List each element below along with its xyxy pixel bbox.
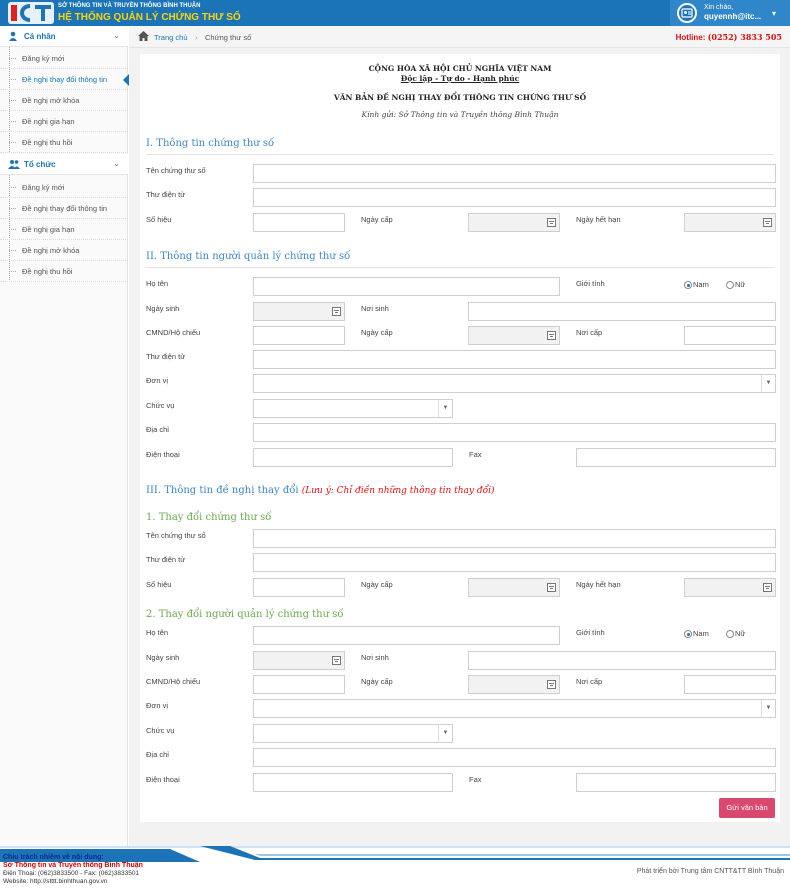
cert-name-label: Tên chứng thư số [146,166,206,175]
cert-email-input[interactable] [253,188,776,207]
new-cert-expiry-date-input[interactable] [684,578,776,597]
sidebar-item-org-change-info[interactable] [0,198,128,219]
user-name: quyennh@itc... [704,12,762,21]
chevron-down-icon: ▼ [438,725,452,742]
position-label: Chức vụ [146,401,175,410]
new-id-issue-place-input[interactable] [684,675,776,694]
calendar-icon[interactable] [547,583,556,592]
home-icon[interactable] [138,31,149,43]
sidebar-item-personal-renew[interactable] [0,111,128,132]
sidebar-item-personal-unlock[interactable] [0,90,128,111]
calendar-icon[interactable] [547,331,556,340]
new-birthplace-label: Nơi sinh [361,653,389,662]
sidebar-item-label: Đề nghị thay đổi thông tin [22,204,108,213]
sidebar-item-personal-change-info[interactable] [0,69,128,90]
national-motto: Độc lập - Tự do - Hạnh phúc [400,74,520,83]
new-address-input[interactable] [253,748,776,767]
new-cert-issue-date-label: Ngày cấp [361,580,393,589]
ict-logo[interactable] [8,2,54,24]
sidebar-item-label: Đề nghị gia hạn [22,225,75,234]
subsection-cert-change-title: 1. Thay đổi chứng thư số [146,512,272,523]
footer [0,846,790,896]
new-id-issue-date-input[interactable] [468,675,560,694]
gender-male-radio[interactable] [684,281,692,289]
chevron-down-icon[interactable]: ▾ [771,9,776,18]
hotline [676,32,782,42]
new-id-number-input[interactable] [253,675,345,694]
new-position-label: Chức vụ [146,726,175,735]
new-cert-issue-date-input[interactable] [468,578,560,597]
unit-select[interactable] [253,374,776,393]
manager-name-input[interactable] [253,277,560,296]
chevron-down-icon: ▼ [761,700,775,717]
manager-email-input[interactable] [253,350,776,369]
id-issue-place-label: Nơi cấp [576,328,603,337]
new-position-select[interactable] [253,724,453,743]
dob-label: Ngày sinh [146,304,180,313]
position-select[interactable] [253,399,453,418]
address-label: Địa chỉ [146,425,169,434]
sidebar-item-personal-revoke[interactable] [0,132,128,153]
cert-name-input[interactable] [253,164,776,183]
footer-contact: Điện Thoại: (062)3833500 - Fax: (062)3833501 [3,870,140,877]
breadcrumb [129,26,790,48]
section-change-request-title [146,485,495,496]
address-input[interactable] [253,423,776,442]
new-manager-name-input[interactable] [253,626,560,645]
subsection-manager-change-title: 2. Thay đổi người quản lý chứng thư số [146,609,344,620]
sidebar-item-label: Đăng ký mới [22,183,65,192]
sidebar-item-label: Đề nghị mở khóa [22,96,80,105]
sidebar-item-label: Đề nghị thu hồi [22,138,73,147]
new-cert-email-label: Thư điện tử [146,555,186,564]
sidebar-item-label: Đề nghị thu hồi [22,267,73,276]
footer-responsible: Chịu trách nhiệm về nội dung: [3,854,104,861]
users-icon [8,159,20,171]
cert-expiry-date-input[interactable] [684,213,776,232]
footer-developer: Phát triển bởi Trung tâm CNTT&TT Bình Thuận [636,868,784,875]
fax-input[interactable] [576,448,776,467]
new-gender-label: Giới tính [576,628,605,637]
breadcrumb-home-link[interactable]: Trang chủ [154,33,188,42]
chevron-down-icon: ▼ [761,375,775,392]
new-id-issue-place-label: Nơi cấp [576,677,603,686]
sidebar [0,26,128,846]
sidebar-item-label: Đăng ký mới [22,54,65,63]
fax-label: Fax [469,450,482,459]
new-id-number-label: CMND/Hộ chiếu [146,677,201,686]
new-cert-email-input[interactable] [253,553,776,572]
new-gender-female-radio[interactable] [726,630,734,638]
sidebar-item-label: Đề nghị gia hạn [22,117,75,126]
new-gender-female-label: Nữ [735,629,746,638]
gender-female-label: Nữ [735,280,746,289]
user-avatar-icon [677,3,697,23]
new-id-issue-date-label: Ngày cấp [361,677,393,686]
recipient-line: Kính gửi: Sở Thông tin và Truyền thông Bình Thuận [361,110,559,119]
sidebar-item-label: Đề nghị thay đổi thông tin [22,75,108,84]
sidebar-group-personal[interactable] [0,26,128,47]
new-gender-male-radio[interactable] [684,630,692,638]
submit-button[interactable]: Gửi văn bản [719,798,775,818]
new-fax-label: Fax [469,775,482,784]
id-number-input[interactable] [253,326,345,345]
cert-email-label: Thư điện tử [146,190,186,199]
unit-label: Đơn vị [146,376,169,385]
system-title[interactable]: HỆ THỐNG QUẢN LÝ CHỨNG THƯ SỐ [58,12,241,23]
dob-input[interactable] [253,302,345,321]
sidebar-group-label: Tổ chức [24,160,56,169]
change-note: (Lưu ý: Chỉ điền những thông tin thay đổi) [301,486,495,496]
sidebar-item-org-unlock[interactable] [0,240,128,261]
main-content [129,48,790,846]
user-menu[interactable] [670,0,790,26]
calendar-icon[interactable] [547,218,556,227]
id-issue-date-input[interactable] [468,326,560,345]
calendar-icon[interactable] [547,680,556,689]
sidebar-item-org-revoke[interactable] [0,261,128,282]
new-dob-input[interactable] [253,651,345,670]
cert-serial-input[interactable] [253,213,345,232]
calendar-icon[interactable] [763,218,772,227]
section-divider [146,267,774,268]
top-header [0,0,790,26]
gender-male-label: Nam [693,280,709,289]
new-phone-label: Điện thoại [146,775,180,784]
chevron-down-icon[interactable]: ⌄ [113,159,120,168]
breadcrumb-separator: › [195,33,198,42]
cert-serial-label: Số hiệu [146,215,172,224]
section-manager-info-title: II. Thông tin người quản lý chứng thư số [146,251,351,262]
sidebar-item-label: Đề nghị mở khóa [22,246,80,255]
new-birthplace-input[interactable] [468,651,776,670]
phone-input[interactable] [253,448,453,467]
manager-email-label: Thư điện tử [146,352,186,361]
section-divider [146,154,774,155]
cert-issue-date-input[interactable] [468,213,560,232]
new-cert-expiry-date-label: Ngày hết hạn [576,580,621,589]
user-greeting: Xin chào, [704,4,734,11]
change-request-form [140,54,780,822]
hotline-label: Hotline: [675,33,706,42]
national-title: CỘNG HÒA XÃ HỘI CHỦ NGHĨA VIỆT NAM [368,64,552,73]
chevron-down-icon: ▼ [438,400,452,417]
new-cert-name-input[interactable] [253,529,776,548]
new-manager-name-label: Họ tên [146,628,169,637]
new-address-label: Địa chỉ [146,750,169,759]
sidebar-item-personal-register[interactable] [0,48,128,69]
hotline-number: (0252) 3833 505 [707,32,782,42]
new-dob-label: Ngày sinh [146,653,180,662]
sidebar-group-organization[interactable] [0,154,128,175]
cert-expiry-date-label: Ngày hết hạn [576,215,621,224]
breadcrumb-current: Chứng thư số [205,33,252,42]
sidebar-item-org-register[interactable] [0,177,128,198]
id-issue-date-label: Ngày cấp [361,328,393,337]
gender-female-radio[interactable] [726,281,734,289]
section-cert-info-title: I. Thông tin chứng thư số [146,138,275,149]
user-icon [8,31,18,43]
birthplace-input[interactable] [468,302,776,321]
new-unit-select[interactable] [253,699,776,718]
calendar-icon[interactable] [763,583,772,592]
footer-wave [0,846,790,862]
sidebar-item-org-renew[interactable] [0,219,128,240]
footer-org: Sở Thông tin và Truyền thông Bình Thuận [3,862,143,869]
manager-name-label: Họ tên [146,279,169,288]
new-cert-serial-label: Số hiệu [146,580,172,589]
calendar-icon[interactable] [332,307,341,316]
section-change-request-label: III. Thông tin đề nghị thay đổi [146,485,299,496]
birthplace-label: Nơi sinh [361,304,389,313]
phone-label: Điện thoại [146,450,180,459]
footer-website[interactable]: Website: http://stttt.binhthuan.gov.vn [3,878,108,885]
org-name: SỞ THÔNG TIN VÀ TRUYỀN THÔNG BÌNH THUẬN [58,3,201,9]
document-title: VĂN BẢN ĐỀ NGHỊ THAY ĐỔI THÔNG TIN CHỨNG THƯ SỐ [333,93,587,102]
new-cert-serial-input[interactable] [253,578,345,597]
gender-label: Giới tính [576,279,605,288]
id-number-label: CMND/Hộ chiếu [146,328,201,337]
chevron-down-icon[interactable]: ⌄ [113,31,120,40]
new-phone-input[interactable] [253,773,453,792]
new-cert-name-label: Tên chứng thư số [146,531,206,540]
new-unit-label: Đơn vị [146,701,169,710]
new-gender-male-label: Nam [693,629,709,638]
id-issue-place-input[interactable] [684,326,776,345]
new-fax-input[interactable] [576,773,776,792]
cert-issue-date-label: Ngày cấp [361,215,393,224]
sidebar-group-label: Cá nhân [24,32,56,41]
calendar-icon[interactable] [332,656,341,665]
